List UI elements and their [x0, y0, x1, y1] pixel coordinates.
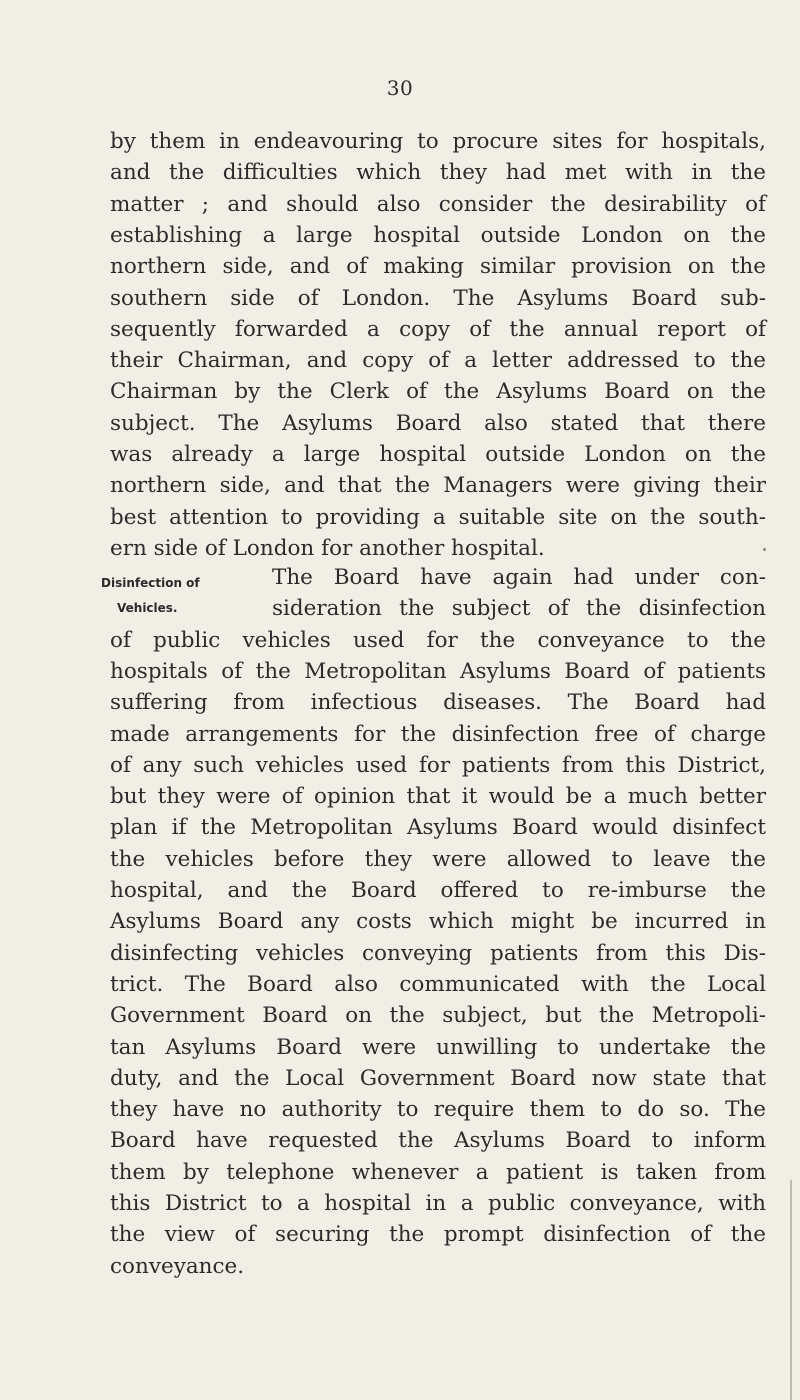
text-line: hospitals of the Metropolitan Asylums Board of patients: [110, 658, 766, 684]
text-line: conveyance.: [110, 1253, 245, 1279]
scan-edge-line: [790, 1180, 792, 1400]
text-line: subject. The Asylums Board also stated that there: [110, 410, 766, 436]
text-line: establishing a large hospital outside London on the: [110, 222, 766, 248]
text-line: best attention to providing a suitable site on the south-: [110, 504, 766, 530]
text-line: sideration the subject of the disinfection: [272, 596, 766, 622]
text-line: Board have requested the Asylums Board to inform: [110, 1128, 766, 1154]
text-line: this District to a hospital in a public conveyance, with: [110, 1191, 766, 1216]
sidenote-title: Disinfection of: [101, 576, 200, 590]
text-line: plan if the Metropolitan Asylums Board would disinfect: [110, 815, 766, 841]
text-line: the view of securing the prompt disinfection of the: [110, 1222, 766, 1248]
text-line: trict. The Board also communicated with the Local: [110, 971, 766, 997]
text-line: The Board have again had under con-: [272, 565, 766, 590]
text-line: the vehicles before they were allowed to leave the: [110, 846, 766, 872]
text-line: southern side of London. The Asylums Board sub-: [110, 285, 766, 311]
text-line: was already a large hospital outside London on the: [110, 442, 766, 467]
paper-speck: [763, 548, 766, 551]
text-line: them by telephone whenever a patient is taken from: [110, 1159, 766, 1185]
page-number: 30: [386, 76, 414, 100]
text-line: Asylums Board any costs which might be incurred in: [110, 909, 766, 935]
text-line: northern side, and that the Managers were giving their: [110, 473, 766, 499]
text-line: Chairman by the Clerk of the Asylums Board on the: [110, 379, 766, 405]
text-line: Government Board on the subject, but the Metropoli-: [110, 1003, 766, 1029]
text-line: made arrangements for the disinfection free of charge: [110, 721, 766, 747]
text-line: ern side of London for another hospital.: [110, 535, 545, 561]
text-line: but they were of opinion that it would be a much better: [110, 784, 766, 810]
text-line: disinfecting vehicles conveying patients from this Dis-: [110, 940, 766, 966]
text-line: matter ; and should also consider the desirability of: [110, 191, 766, 217]
text-line: their Chairman, and copy of a letter addressed to the: [110, 348, 766, 374]
text-line: hospital, and the Board offered to re-imburse the: [110, 878, 766, 903]
sidenote-title-cont: Vehicles.: [117, 601, 178, 615]
text-line: suffering from infectious diseases. The Board had: [110, 690, 766, 716]
text-line: of any such vehicles used for patients from this District,: [110, 752, 766, 778]
text-line: duty, and the Local Government Board now state that: [110, 1065, 766, 1091]
text-line: tan Asylums Board were unwilling to undertake the: [110, 1034, 766, 1060]
text-line: and the difficulties which they had met with in the: [110, 160, 766, 186]
text-line: sequently forwarded a copy of the annual report of: [110, 316, 766, 342]
text-line: northern side, and of making similar provision on the: [110, 254, 766, 280]
text-line: of public vehicles used for the conveyance to the: [110, 627, 766, 653]
text-line: by them in endeavouring to procure sites for hospitals,: [110, 129, 766, 154]
text-line: they have no authority to require them to do so. The: [110, 1097, 766, 1123]
